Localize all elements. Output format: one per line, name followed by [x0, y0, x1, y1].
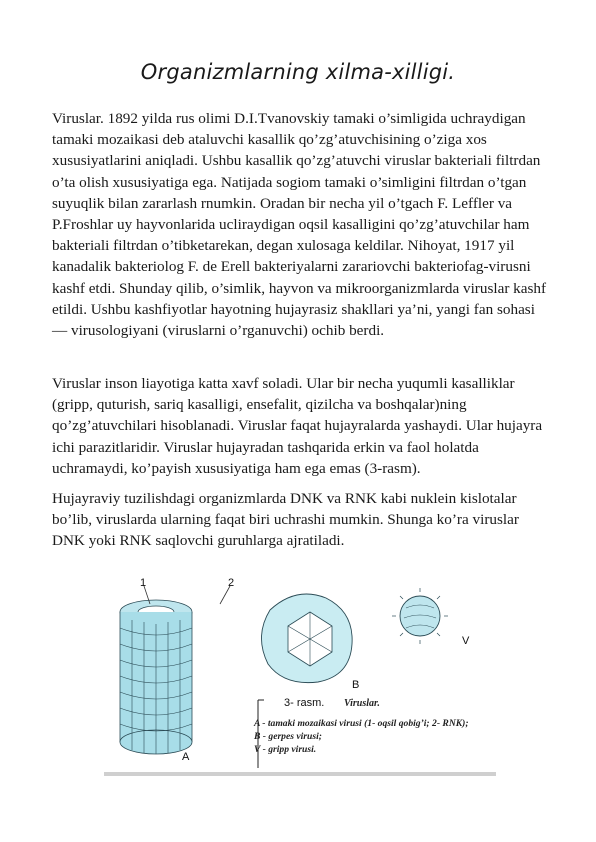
influenza-virus-drawing: [392, 588, 448, 644]
label-v: V: [462, 635, 470, 647]
figure-illustration: [104, 572, 496, 772]
figure-viruses: [104, 572, 496, 776]
tobacco-mosaic-virus-drawing: [120, 586, 230, 754]
caption-line-a: A - tamaki mozaikasi virusi (1- oqsil qobig’i; 2- RNK);: [254, 718, 469, 729]
figure-number: 3- rasm.: [284, 697, 325, 709]
caption-line-v: V - gripp virusi.: [254, 744, 317, 755]
paragraph-viruses-history: Viruslar. 1892 yilda rus olimi D.I.Tvanovskiy tamaki o’simligida uchraydigan tamaki mozaikasi deb ataluvchi kasallik qo’zg’atuvchisining o’ziga xos xususiyatlarini aniqladi. Ushbu kasallik qo’zg’atuvchi viruslar bakteriali filtrdan o’ta olish xususiyatiga ega. Natijada sogiom tamaki o’simligini filtrdan o’tgan suyuqlik bilan zararlash rnumkin. Oradan bir necha yil o’tgach F. Leffler va P.Froshlar uy hayvonlarida ucliraydigan oqsil kasalligini qo’zg’atuvchilar ham bakteriali filtrdan o’tibketarekan, degan xulosaga keldilar. Nihoyat, 1917 yil kanadalik bakteriolog F. de Erell bakteriyalarni zarariovchi bakteriofag-virusni kashf etdi. Shunday qilib, o’simlik, hayvon va mikroorganizmlarda viruslar kashf etildi. Ushbu kashfiyotlar hayotning hujayrasiz shakllari ya’ni, yangi fan sohasi — virusologiyani (viruslarni o’rganuvchi) ochib berdi.: [52, 110, 547, 340]
label-number-2: 2: [228, 577, 235, 589]
herpes-virus-drawing: [261, 594, 352, 683]
paragraph-nucleic-acids: Hujayraviy tuzilishdagi organizmlarda DNK va RNK kabi nuklein kislotalar bo’lib, viruslarda ularning faqat biri uchrashi mumkin. Shunga ko’ra viruslar DNK yoki RNK saqlovchi guruhlarga ajratiladi.: [52, 490, 519, 550]
page-title: Organizmlarning xilma-xilligi.: [140, 60, 456, 84]
label-number-1: 1: [140, 577, 147, 589]
paragraph-viruses-danger: Viruslar inson liayotiga katta xavf soladi. Ular bir necha yuqumli kasalliklar (gripp, quturish, sariq kasalligi, ensefalit, qizilcha va boshqalar)ning qo’zg’atuvchilari hisoblanadi. Viruslar faqat hujayralarda yashaydi. Ular hujayra ichi parazitlaridir. Viruslar hujayradan tashqarida erkin va faol holatda uchramaydi, ko’payish xususiyatiga ham ega emas (3-rasm).: [52, 375, 543, 477]
label-b: B: [352, 679, 360, 691]
caption-line-b: B - gerpes virusi;: [254, 731, 322, 742]
figure-title: Viruslar.: [344, 698, 380, 709]
label-a: A: [182, 751, 190, 763]
